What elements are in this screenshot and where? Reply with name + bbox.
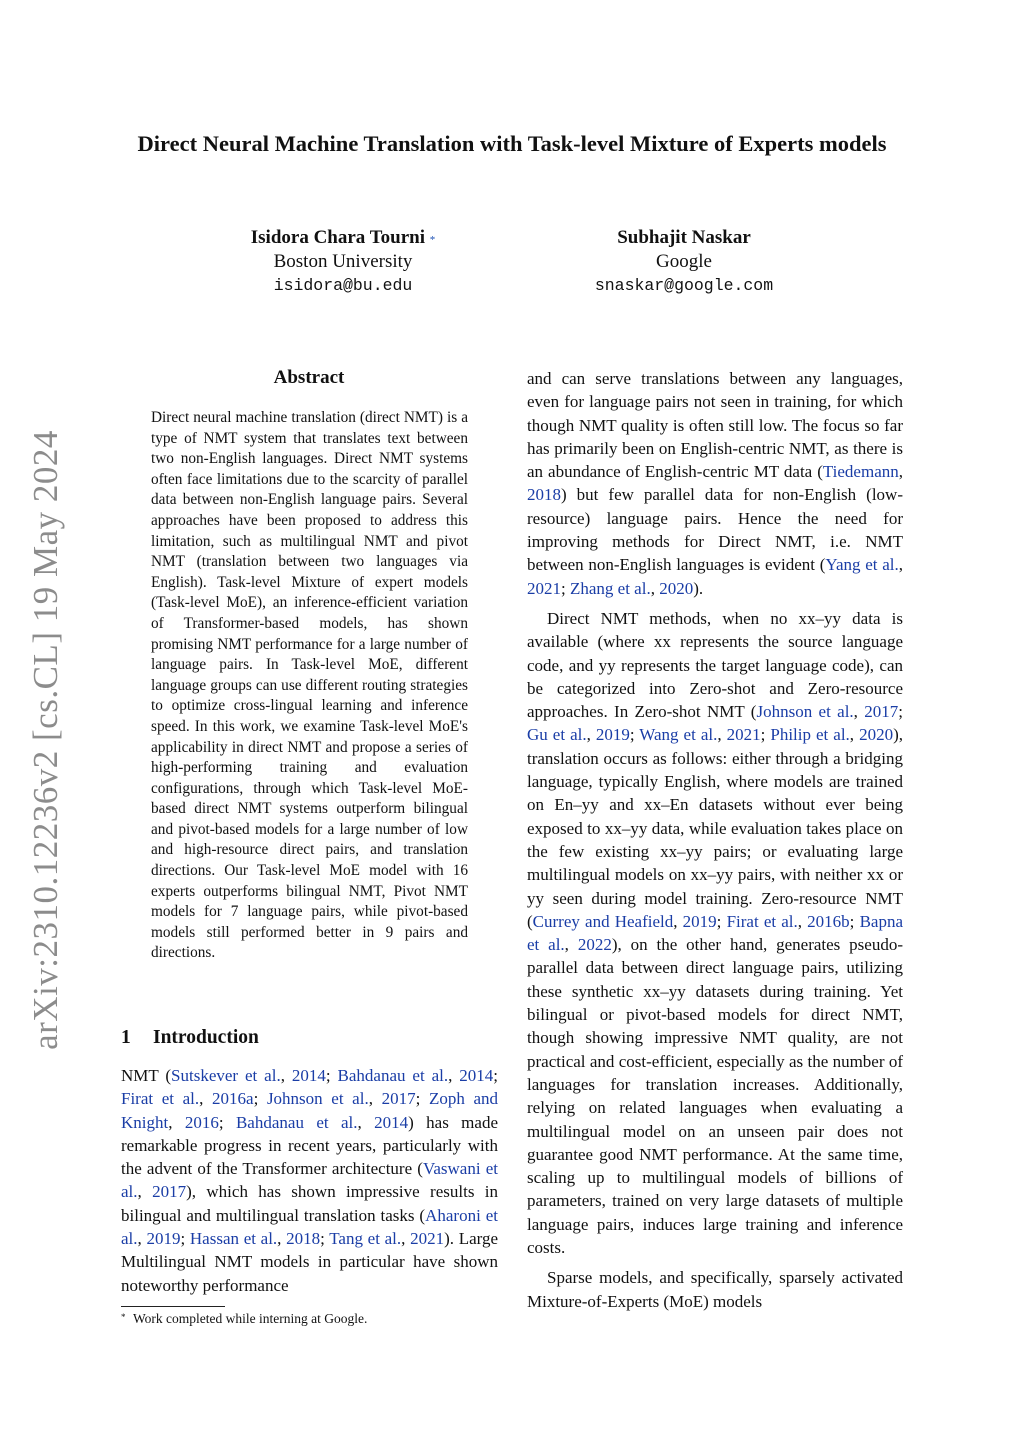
arxiv-identifier[interactable]: arXiv:2310.12236v2 [cs.CL] 19 May 2024 bbox=[26, 430, 65, 1050]
citation-link[interactable]: Bahdanau et al. bbox=[337, 1066, 449, 1085]
citation-link[interactable]: 2019 bbox=[595, 725, 630, 745]
citation-link[interactable]: 2016b bbox=[807, 911, 850, 931]
citation-link[interactable]: 2021 bbox=[410, 1229, 445, 1249]
citation-link[interactable]: 2017 bbox=[864, 702, 899, 722]
citation-link[interactable]: Hassan et al. bbox=[189, 1229, 278, 1249]
citation-link[interactable]: Johnson et al. bbox=[266, 1089, 369, 1109]
citation-link[interactable]: Yang et al. bbox=[825, 555, 899, 575]
citation-link[interactable]: Zoph and Knight bbox=[121, 1089, 498, 1132]
author-affiliation: Google bbox=[656, 251, 712, 272]
citation-link[interactable]: 2016 bbox=[184, 1112, 219, 1132]
citation-link[interactable]: Sutskever et al. bbox=[171, 1066, 281, 1085]
citation-link[interactable]: 2020 bbox=[659, 578, 694, 598]
citation-link[interactable]: Philip et al. bbox=[770, 725, 850, 745]
citation-link[interactable]: 2019 bbox=[146, 1229, 181, 1249]
citation-link[interactable]: Zhang et al. bbox=[569, 578, 651, 598]
author-block-2 bbox=[536, 226, 832, 298]
citation-link[interactable]: Vaswani et al. bbox=[121, 1159, 498, 1202]
citation-link[interactable]: 2019 bbox=[682, 911, 717, 931]
citation-link[interactable]: 2014 bbox=[459, 1066, 494, 1085]
footnote-divider bbox=[121, 1306, 225, 1307]
abstract-heading: Abstract bbox=[273, 367, 345, 388]
citation-link[interactable]: Aharoni et al. bbox=[121, 1205, 499, 1249]
author-block-1 bbox=[196, 226, 490, 298]
citation-link[interactable]: 2020 bbox=[859, 725, 894, 745]
body-paragraph: and can serve translations between any languages, even for language pairs not seen in training, for which though NMT quality is often still low. The focus so far has primarily been on English-centric NMT, as there is an abundance of English-centric MT data (Tiedemann, 2018) but few parallel data for non-English (low-resource) language pairs. Hence the need for improving methods for Direct NMT, i.e. NMT between non-English languages is evident (Yang et al., 2021; Zhang et al., 2020). bbox=[527, 369, 903, 598]
author-affiliation: Boston University bbox=[273, 251, 413, 272]
citation-link[interactable]: Johnson et al. bbox=[756, 702, 854, 722]
citation-link[interactable]: Bapna et al. bbox=[527, 911, 903, 955]
citation-link[interactable]: 2014 bbox=[374, 1112, 409, 1132]
body-paragraph: Sparse models, and specifically, sparsely activated Mixture-of-Experts (MoE) models bbox=[527, 1268, 903, 1311]
citation-link[interactable]: 2018 bbox=[286, 1229, 321, 1249]
citation-link[interactable]: 2017 bbox=[152, 1182, 187, 1202]
citation-link[interactable]: Tiedemann bbox=[822, 462, 899, 482]
citation-link[interactable]: 2017 bbox=[381, 1089, 416, 1109]
citation-link[interactable]: Bahdanau et al. bbox=[235, 1112, 358, 1132]
abstract-text: Direct neural machine translation (direct NMT) is a type of NMT system that translates text between two non-English languages. Direct NMT systems often face limitations due to the scarcity of parallel data between non-English language pairs. Several approaches have been proposed to address this limitation, such as multilingual NMT and pivot NMT (translation between two languages via English). Task-level Mixture of expert models (Task-level MoE), an inference-efficient variation of Transformer-based models, has shown promising NMT performance for a large number of language pairs. In Task-level MoE, different language groups can use different routing strategies to optimize cross-lingual learning and inference speed. In this work, we examine Task-level MoE's applicability in direct NMT and propose a series of high-performing training and evaluation configurations, through which Task-level MoE-based direct NMT systems outperform bilingual and pivot-based models for a large number of low and high-resource direct pairs, and translation directions. Our Task-level MoE model with 16 experts outperforms bilingual NMT, Pivot NMT models for 7 language pairs, while pivot-based models still performed better in 9 pairs and directions. bbox=[151, 409, 468, 962]
citation-link[interactable]: Firat et al. bbox=[726, 911, 798, 931]
author-email[interactable]: isidora@bu.edu bbox=[273, 276, 413, 295]
intro-paragraph: NMT (Sutskever et al., 2014; Bahdanau et al., 2014; Firat et al., 2016a; Johnson et al., 2017; Zoph and Knight, 2016; Bahdanau et al., 2014) has made remarkable progress in recent years, particularly with the advent of the Transformer architecture (Vaswani et al., 2017), which has shown impressive results in bilingual and multilingual translation tasks (Aharoni et al., 2019; Hassan et al., 2018; Tang et al., 2021). Large Multilingual NMT models in particular have shown noteworthy performance bbox=[121, 1066, 499, 1295]
citation-link[interactable]: Tang et al. bbox=[329, 1229, 402, 1249]
citation-link[interactable]: Firat et al. bbox=[121, 1089, 200, 1109]
footnote: * Work completed while interning at Google. bbox=[121, 1311, 368, 1326]
citation-link[interactable]: Wang et al. bbox=[639, 725, 718, 745]
section-heading: 1 Introduction bbox=[121, 1027, 259, 1048]
author-email[interactable]: snaskar@google.com bbox=[594, 276, 774, 295]
citation-link[interactable]: Gu et al. bbox=[527, 725, 587, 745]
citation-link[interactable]: 2014 bbox=[291, 1066, 326, 1085]
author-name: Isidora Chara Tourni * bbox=[250, 227, 436, 248]
right-column bbox=[527, 367, 903, 1320]
author-name: Subhajit Naskar bbox=[617, 227, 751, 248]
citation-link[interactable]: 2021 bbox=[726, 725, 761, 745]
citation-link[interactable]: Currey and Heafield bbox=[532, 911, 674, 931]
citation-link[interactable]: 2016a bbox=[212, 1089, 254, 1109]
citation-link[interactable]: 2022 bbox=[577, 935, 612, 955]
citation-link[interactable]: 2018 bbox=[527, 485, 561, 505]
body-paragraph: Direct NMT methods, when no xx–yy data is available (where xx represents the source language code, and yy represents the target language code), can be categorized into Zero-shot and Zero-resource approaches. In Zero-shot NMT (Johnson et al., 2017; Gu et al., 2019; Wang et al., 2021; Philip et al., 2020), translation occurs as follows: either through a bridging language, typically English, where models are trained on En–yy and xx–En datasets without ever being exposed to xx–yy data, while evaluation takes place on the few existing xx–yy pairs; or evaluating large multilingual models on xx–yy pairs, with neither xx or yy seen during model training. Zero-resource NMT (Currey and Heafield, 2019; Firat et al., 2016b; Bapna et al., 2022), on the other hand, generates pseudo-parallel data between direct language pairs, utilizing these synthetic xx–yy datasets during training. Yet bilingual or pivot-based models for direct NMT, though showing impressive NMT quality, are not practical and cost-efficient, especially as the number of languages for translation increases. Additionally, relying on related languages when evaluating a multilingual model on an unseen pair does not guarantee good NMT performance. At the same time, scaling up to multilingual models of billions of parameters, trained on very large datasets of multiple language pairs, induces large training and inference costs. bbox=[527, 608, 903, 1257]
citation-link[interactable]: 2021 bbox=[527, 578, 561, 598]
footnote-marker[interactable]: * bbox=[429, 234, 436, 246]
paper-title: Direct Neural Machine Translation with Task-level Mixture of Experts models bbox=[137, 131, 887, 156]
